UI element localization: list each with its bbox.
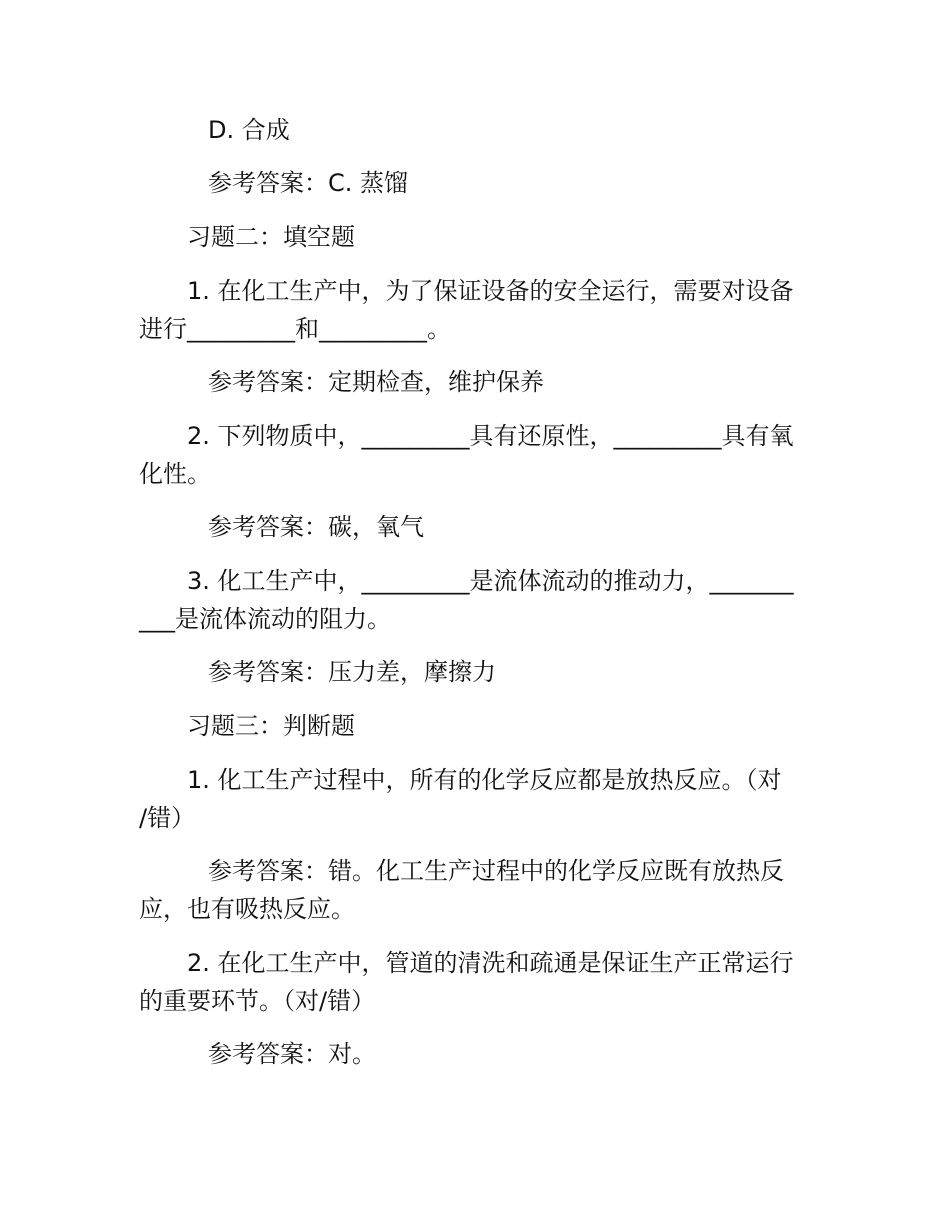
answer-previous: 参考答案：C. 蒸馏 — [208, 169, 409, 197]
fill-question-2-line-2: 化性。 — [139, 460, 211, 488]
option-d: D. 合成 — [208, 116, 290, 144]
section-two-heading: 习题二：填空题 — [187, 223, 355, 251]
fill-question-1-line-1: 1. 在化工生产中，为了保证设备的安全运行，需要对设备 — [187, 277, 794, 305]
judge-question-1-line-1: 1. 化工生产过程中，所有的化学反应都是放热反应。（对 — [187, 766, 782, 794]
judge-answer-2: 参考答案：对。 — [208, 1040, 376, 1068]
fill-question-3-line-2: ___是流体流动的阻力。 — [139, 605, 391, 633]
fill-answer-3: 参考答案：压力差，摩擦力 — [208, 658, 496, 686]
judge-question-1-line-2: /错） — [139, 804, 196, 832]
judge-question-2-line-1: 2. 在化工生产中，管道的清洗和疏通是保证生产正常运行 — [187, 949, 794, 977]
fill-question-3-line-1: 3. 化工生产中，_________是流体流动的推动力，_______ — [187, 567, 794, 595]
judge-answer-1-line-1: 参考答案：错。化工生产过程中的化学反应既有放热反 — [208, 857, 784, 885]
judge-answer-1-line-2: 应，也有吸热反应。 — [139, 895, 355, 923]
fill-answer-1: 参考答案：定期检查，维护保养 — [208, 368, 544, 396]
fill-question-2-line-1: 2. 下列物质中，_________具有还原性，_________具有氧 — [187, 422, 794, 450]
fill-question-1-line-2: 进行_________和_________。 — [139, 315, 451, 343]
fill-answer-2: 参考答案：碳，氧气 — [208, 513, 424, 541]
section-three-heading: 习题三：判断题 — [187, 712, 355, 740]
judge-question-2-line-2: 的重要环节。（对/错） — [139, 987, 376, 1015]
